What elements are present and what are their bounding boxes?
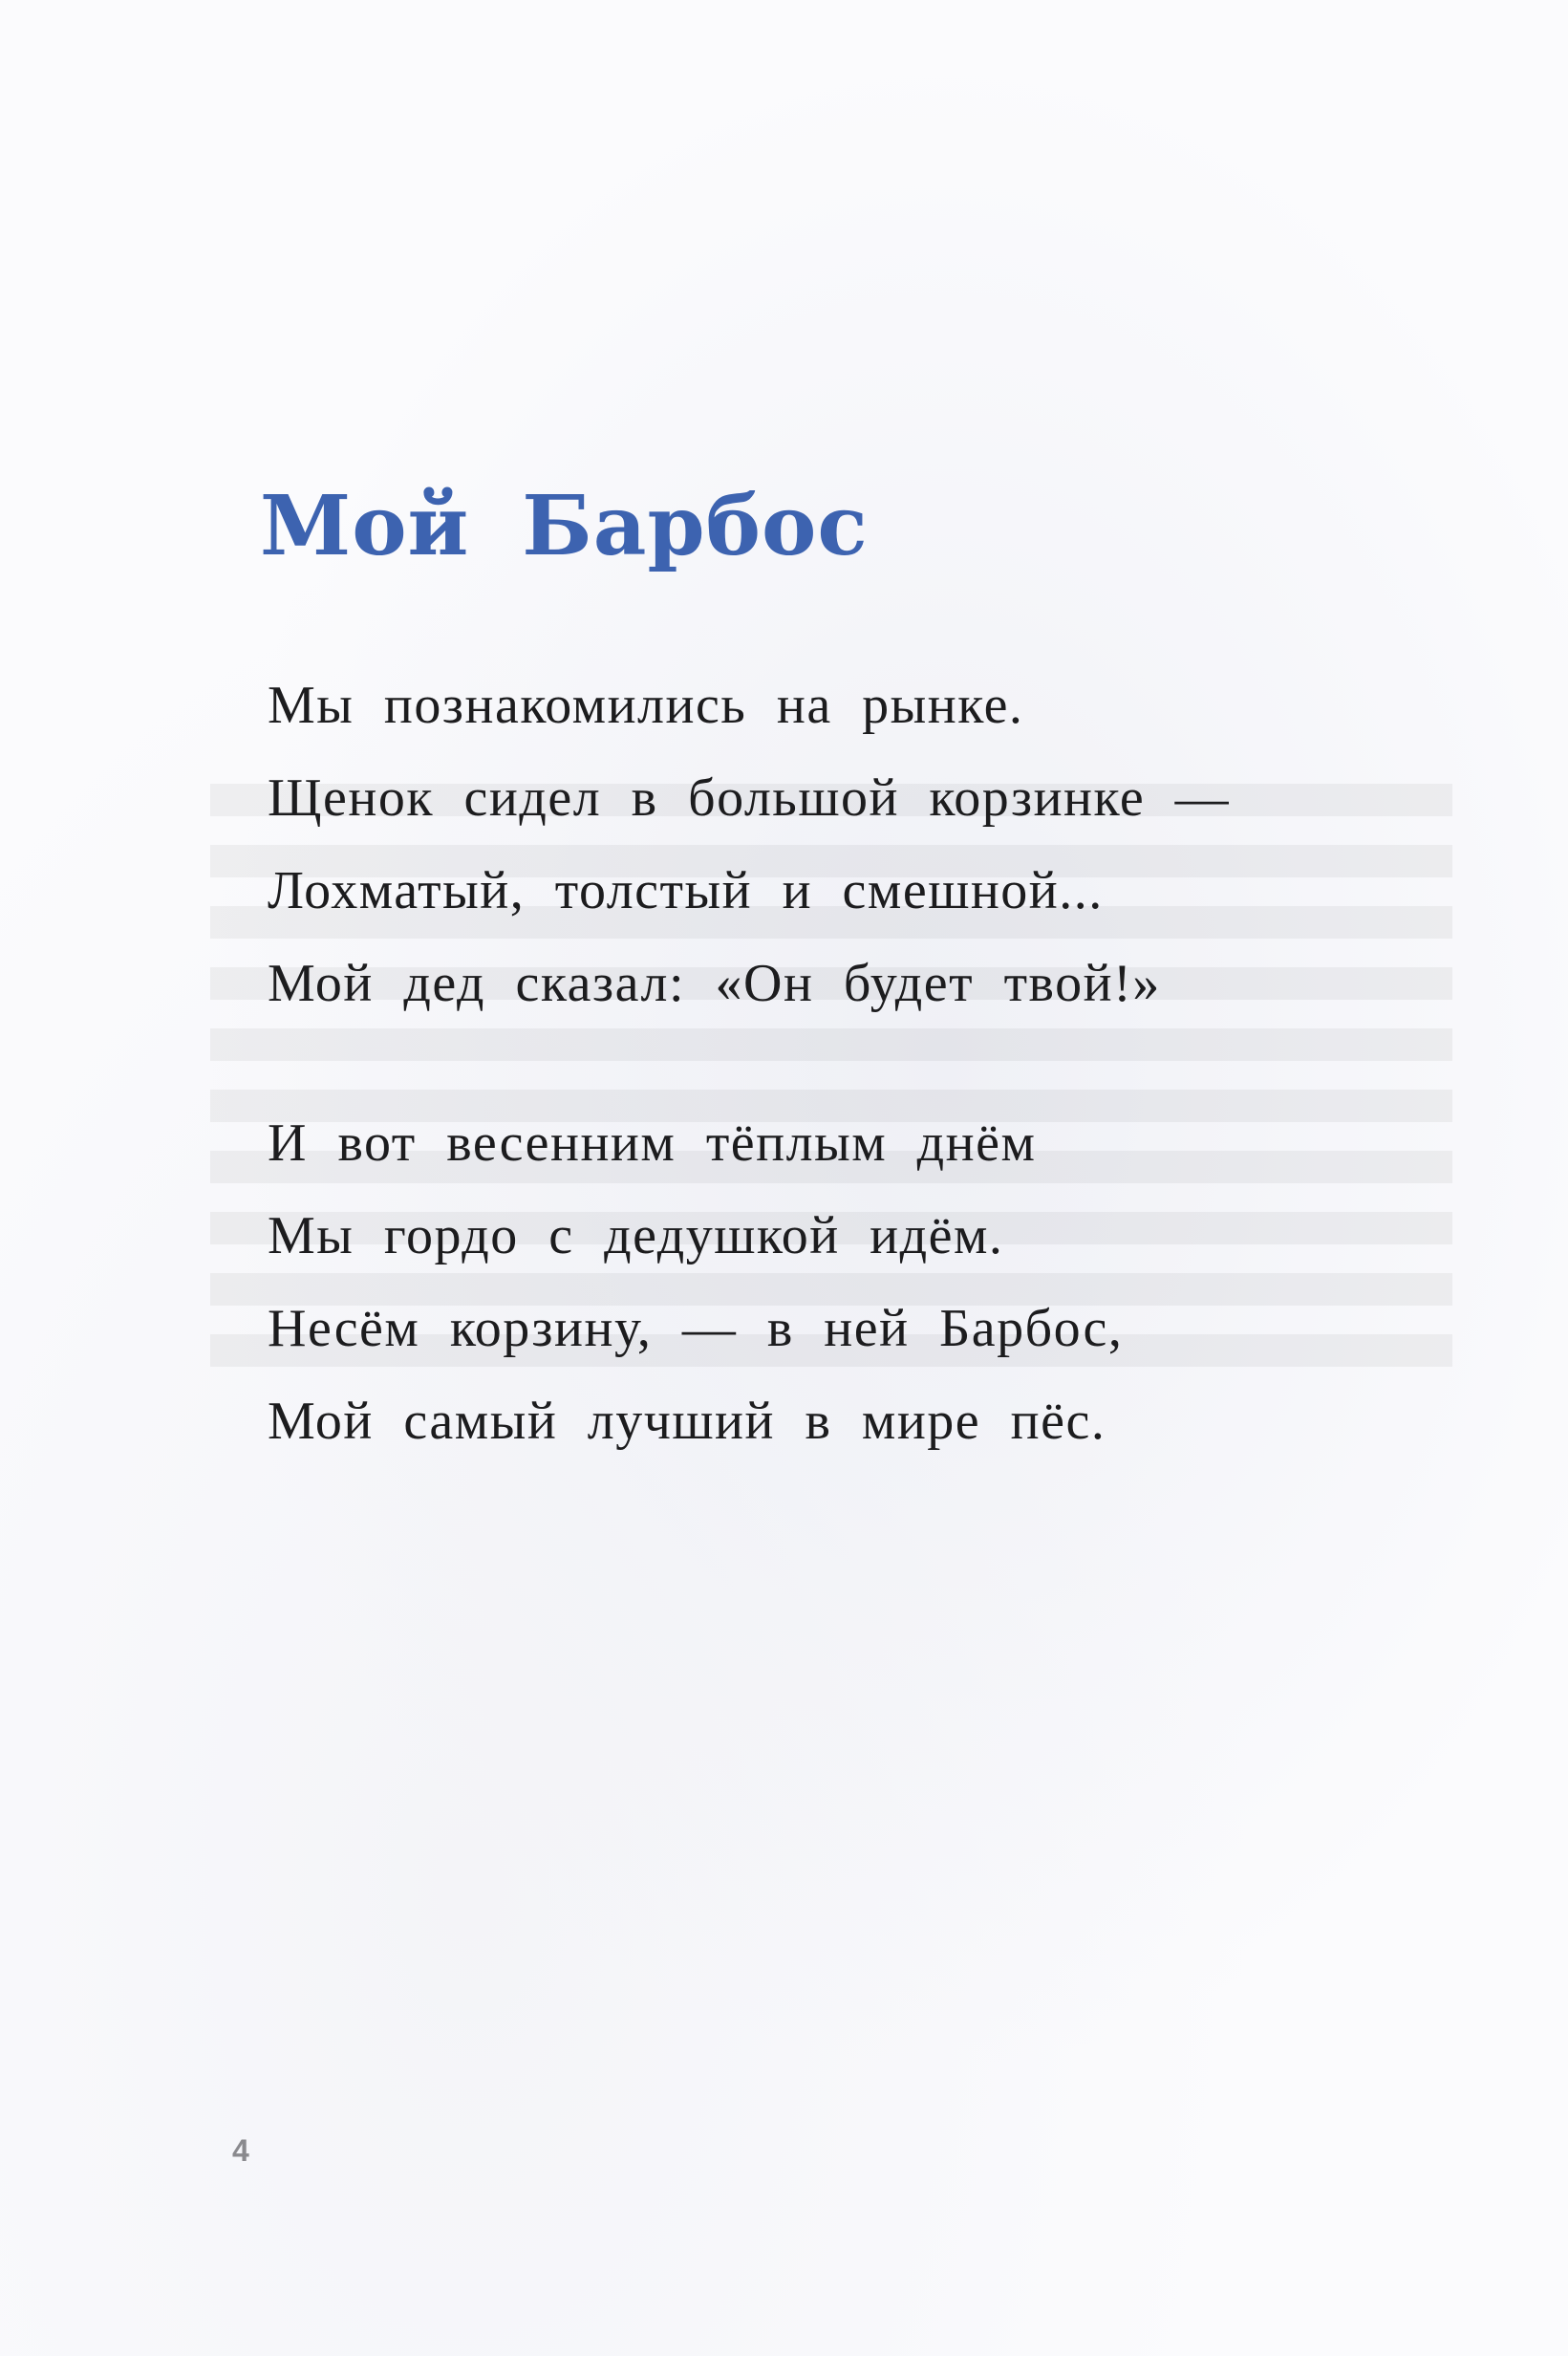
poem-title: Мой Барбос bbox=[260, 478, 869, 574]
page-number: 4 bbox=[232, 2133, 249, 2168]
stanza-2 bbox=[268, 1097, 1230, 1468]
stanza-1 bbox=[268, 659, 1230, 1030]
poem-line: Лохматый, толстый и смешной... bbox=[268, 861, 1104, 920]
poem-line: Мы гордо с дедушкой идём. bbox=[268, 1206, 1004, 1265]
poem-line: Мой самый лучший в мире пёс. bbox=[268, 1392, 1106, 1451]
poem-line: Мой дед сказал: «Он будет твой!» bbox=[268, 954, 1161, 1013]
poem-line: Несём корзину, — в ней Барбос, bbox=[268, 1299, 1124, 1358]
poem-line: Мы познакомились на рынке. bbox=[268, 676, 1024, 735]
poem-line: Щенок сидел в большой корзинке — bbox=[268, 768, 1231, 828]
poem-line: И вот весенним тёплым днём bbox=[268, 1113, 1037, 1173]
poem-body bbox=[268, 659, 1230, 1468]
